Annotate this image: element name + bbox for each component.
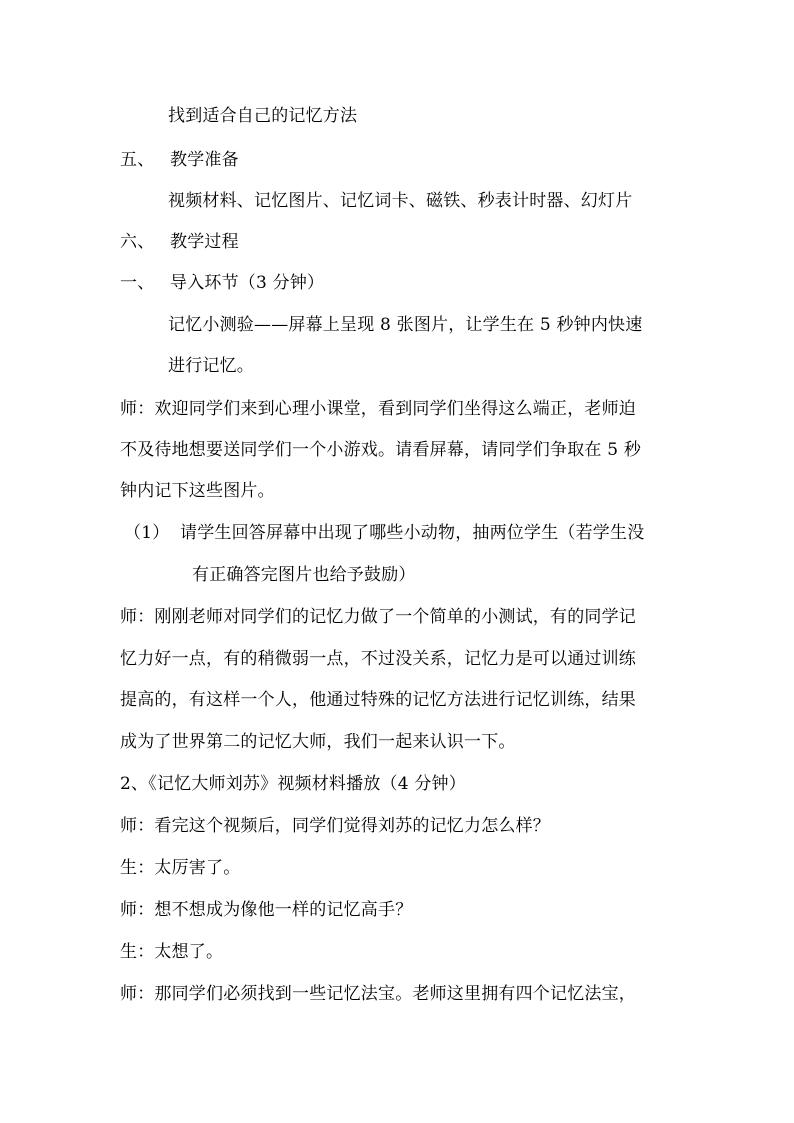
item-number: （1） — [124, 523, 170, 543]
text-line: 师：欢迎同学们来到心理小课堂，看到同学们坐得这么端正，老师迫 — [120, 399, 636, 419]
text-line: 师：看完这个视频后，同学们觉得刘苏的记忆力怎么样？ — [120, 816, 550, 836]
text-line: 有正确答完图片也给予鼓励） — [192, 565, 416, 585]
text-line: 钟内记下这些图片。 — [120, 481, 275, 501]
text-line: 师：刚刚老师对同学们的记忆力做了一个简单的小测试，有的同学记 — [120, 607, 636, 627]
text-line: 成为了世界第二的记忆大师，我们一起来认识一下。 — [120, 732, 516, 752]
text-line: 师：那同学们必须找到一些记忆法宝。老师这里拥有四个记忆法宝， — [120, 984, 636, 1004]
subsection-heading-one — [120, 273, 680, 293]
text-line: 生：太想了。 — [120, 942, 224, 962]
section-title: 教学过程 — [170, 232, 239, 252]
text-line: 记忆小测验——屏幕上呈现 8 张图片，让学生在 5 秒钟内快速 — [168, 315, 643, 335]
section-title: 导入环节（3 分钟） — [170, 273, 325, 293]
text-line: 找到适合自己的记忆方法 — [168, 106, 358, 126]
text-line: 提高的，有这样一个人，他通过特殊的记忆方法进行记忆训练，结果 — [120, 690, 636, 710]
text-line: 生：太厉害了。 — [120, 858, 241, 878]
text-line: 进行记忆。 — [168, 356, 254, 376]
item-text: 请学生回答屏幕中出现了哪些小动物，抽两位学生（若学生没 — [180, 523, 645, 543]
text-line: 忆力好一点，有的稍微弱一点，不过没关系，记忆力是可以通过训练 — [120, 649, 636, 669]
text-line: 师：想不想成为像他一样的记忆高手？ — [120, 900, 413, 920]
section-title: 教学准备 — [170, 150, 239, 170]
text-line: 视频材料、记忆图片、记忆词卡、磁铁、秒表计时器、幻灯片 — [168, 191, 633, 211]
section-heading-five — [120, 150, 680, 170]
text-line: 不及待地想要送同学们一个小游戏。请看屏幕，请同学们争取在 5 秒 — [120, 440, 642, 460]
text-line: 2、《记忆大师刘苏》视频材料播放（4 分钟） — [120, 774, 466, 794]
numbered-item-1 — [124, 523, 684, 543]
section-number: 五、 — [120, 150, 155, 170]
section-number: 六、 — [120, 232, 155, 252]
section-number: 一、 — [120, 273, 155, 293]
section-heading-six — [120, 232, 680, 252]
